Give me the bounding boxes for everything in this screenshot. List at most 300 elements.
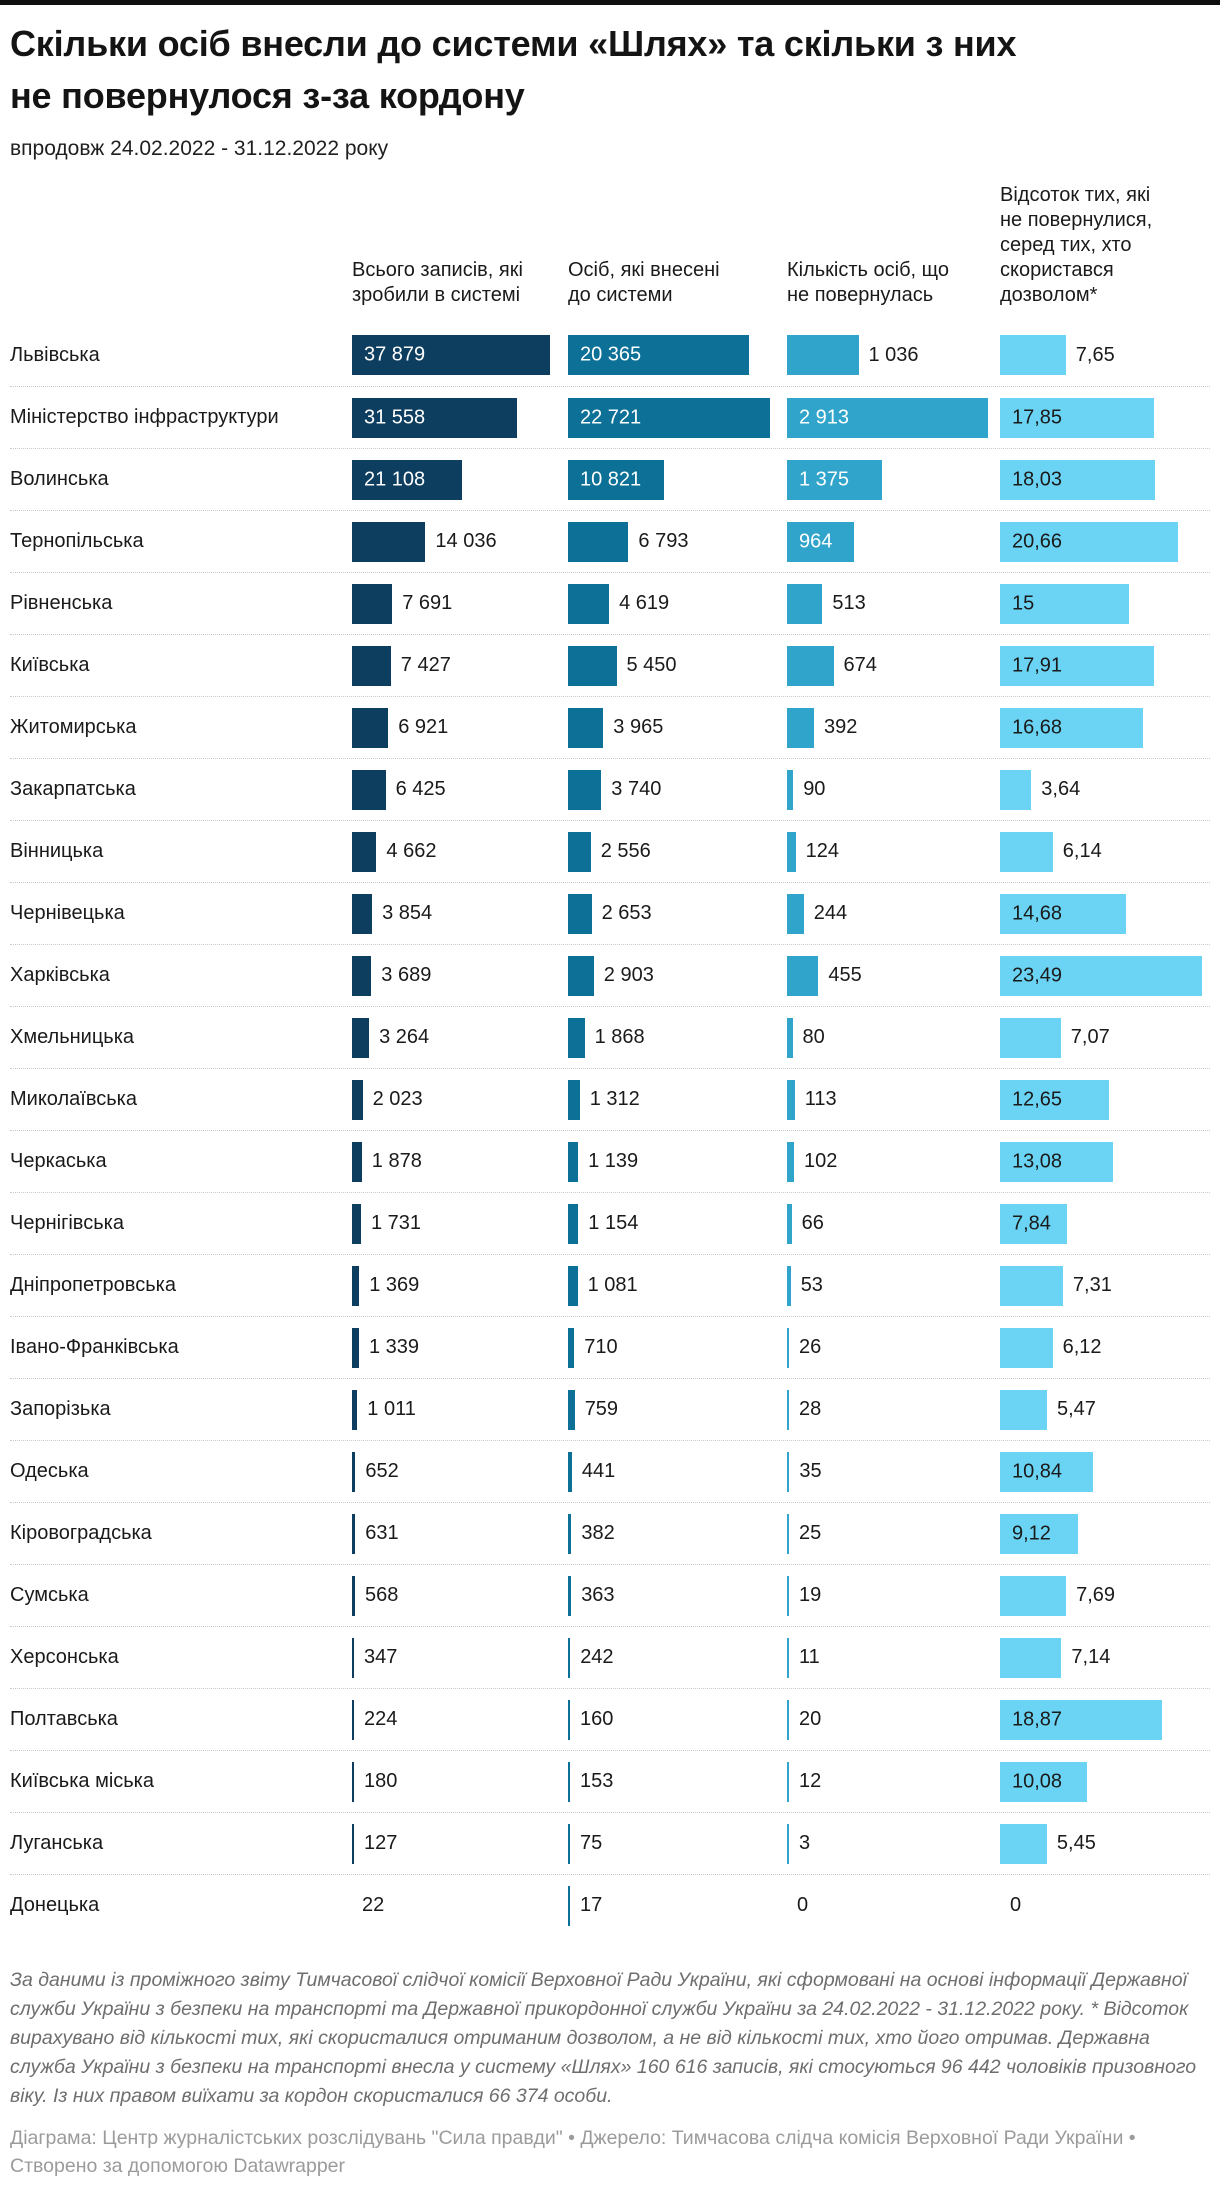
table-row: [10, 1626, 1210, 1688]
bar-value-col4: 7,14: [1071, 1646, 1111, 1668]
bar-value-col4: 0: [1010, 1894, 1022, 1916]
row-label: Чернігівська: [10, 1212, 124, 1234]
bar-value-col1: 7 691: [402, 592, 453, 614]
bar-col2: [568, 708, 603, 748]
bar-cell-col3: [787, 1266, 1000, 1306]
bar-col1: [352, 1762, 354, 1802]
bar-cell-col1: [352, 1638, 568, 1678]
bar-col3: [787, 1576, 789, 1616]
bar-cell-col4: [1000, 522, 1210, 562]
column-header-not-returned: Кількість осіб, що не повернулась: [787, 259, 950, 306]
bar-cell-col1: [352, 1328, 568, 1368]
bar-value-col2: 363: [581, 1584, 615, 1606]
bar-value-col2: 17: [580, 1894, 603, 1916]
bar-cell-col4: [1000, 1080, 1210, 1120]
bar-col1: [352, 1390, 357, 1430]
bar-value-col4: 10,08: [1012, 1770, 1063, 1792]
row-label: Запорізька: [10, 1398, 111, 1420]
row-label: Миколаївська: [10, 1088, 137, 1110]
bar-value-col1: 631: [365, 1522, 399, 1544]
bar-cell-col2: [568, 894, 787, 934]
bar-cell-col1: [352, 584, 568, 624]
bar-col3: [787, 1080, 795, 1120]
bar-value-col1: 347: [364, 1646, 398, 1668]
bar-col1: [352, 522, 425, 562]
bar-value-col2: 1 154: [588, 1212, 639, 1234]
bar-value-col4: 6,12: [1062, 1336, 1102, 1358]
bar-cell-col3: [787, 770, 1000, 810]
bar-cell-col2: [568, 1080, 787, 1120]
bar-col1: [352, 956, 371, 996]
bar-cell-col2: [568, 1018, 787, 1058]
bar-value-col3: 80: [802, 1026, 825, 1048]
bar-col2: [568, 522, 628, 562]
bar-value-col2: 22 721: [580, 406, 642, 428]
bar-value-col2: 153: [580, 1770, 614, 1792]
bar-value-col2: 3 965: [613, 716, 664, 738]
row-label: Закарпатська: [10, 778, 136, 800]
bar-cell-col4: [1000, 1514, 1210, 1554]
bar-value-col1: 568: [365, 1584, 399, 1606]
bar-value-col2: 242: [580, 1646, 614, 1668]
bar-cell-col3: [787, 1142, 1000, 1182]
bar-cell-col4: [1000, 708, 1210, 748]
bar-cell-col1: [352, 1266, 568, 1306]
bar-value-col3: 2 913: [799, 406, 850, 428]
bar-value-col2: 2 556: [600, 840, 651, 862]
bar-col3: [787, 770, 793, 810]
column-header-total-records: Всього записів, які зробили в системі: [352, 259, 523, 306]
bar-col3: [787, 1762, 789, 1802]
bar-col1: [352, 1576, 355, 1616]
bar-col3: [787, 832, 796, 872]
bar-value-col3: 392: [824, 716, 858, 738]
bar-value-col4: 10,84: [1012, 1460, 1063, 1482]
bar-col4: [1000, 1638, 1061, 1678]
chart-container: [0, 18, 1220, 2180]
bar-value-col1: 2 023: [372, 1088, 423, 1110]
bar-cell-col1: [352, 1762, 568, 1802]
bar-cell-col4: [1000, 398, 1210, 438]
bar-value-col4: 7,65: [1075, 343, 1115, 366]
bar-cell-col3: [787, 894, 1000, 934]
bar-col2: [568, 894, 592, 934]
row-label: Чернівецька: [10, 902, 125, 924]
bar-cell-col4: [1000, 832, 1210, 872]
bar-cell-col2: [568, 1452, 787, 1492]
bar-col3: [787, 1390, 789, 1430]
bar-cell-col3: [787, 1824, 1000, 1864]
column-header-percent: Відсоток тих, які не повернулися, серед тих, хто скористався дозволом*: [1000, 184, 1153, 306]
bar-col1: [352, 832, 376, 872]
row-label: Рівненська: [10, 592, 113, 614]
row-label: Харківська: [10, 964, 110, 986]
bar-col2: [568, 1390, 575, 1430]
bar-value-col3: 53: [800, 1274, 823, 1296]
table-row: [10, 1316, 1210, 1378]
chart-title: Скільки осіб внесли до системи «Шлях» та скільки з них не повернулося з-за кордону: [10, 23, 1017, 116]
bar-col1: [352, 646, 391, 686]
bar-cell-col3: [787, 460, 1000, 500]
bar-cell-col4: [1000, 1266, 1210, 1306]
row-label: Київська міська: [10, 1770, 154, 1792]
table-row: [10, 758, 1210, 820]
bar-cell-col2: [568, 1328, 787, 1368]
bar-col3: [787, 1142, 794, 1182]
bar-value-col1: 224: [364, 1708, 398, 1730]
bar-value-col4: 7,84: [1012, 1212, 1051, 1234]
bar-cell-col2: [568, 708, 787, 748]
bar-value-col4: 3,64: [1041, 778, 1081, 800]
bar-cell-col3: [787, 1638, 1000, 1678]
bar-cell-col1: [352, 1142, 568, 1182]
bar-cell-col1: [352, 894, 568, 934]
bar-cell-col1: [352, 1514, 568, 1554]
bar-value-col1: 22: [362, 1894, 385, 1916]
table-row: [10, 1006, 1210, 1068]
bar-value-col3: 25: [799, 1522, 822, 1544]
bar-col1: [352, 1638, 354, 1678]
bar-value-col1: 3 854: [382, 902, 433, 924]
bar-col3: [787, 1452, 789, 1492]
bar-col3: [787, 1638, 789, 1678]
bar-value-col2: 441: [581, 1460, 616, 1482]
bar-col2: [568, 1700, 570, 1740]
bar-col2: [568, 1762, 570, 1802]
bar-cell-col2: [568, 584, 787, 624]
bar-cell-col4: [1000, 1018, 1210, 1058]
row-label: Івано-Франківська: [10, 1336, 179, 1358]
bar-value-col1: 6 921: [398, 716, 449, 738]
bar-value-col4: 14,68: [1012, 902, 1063, 924]
bar-cell-col3: [787, 584, 1000, 624]
bar-value-col1: 3 264: [379, 1026, 430, 1048]
bar-value-col1: 127: [364, 1832, 398, 1854]
bar-cell-col3: [787, 1018, 1000, 1058]
bar-col2: [568, 1452, 572, 1492]
bar-col3: [787, 335, 859, 375]
bar-cell-col2: [568, 1638, 787, 1678]
bar-col2: [568, 584, 609, 624]
row-label: Донецька: [10, 1894, 100, 1916]
row-label: Кіровоградська: [10, 1522, 152, 1544]
bar-col1: [352, 1204, 361, 1244]
row-label: Київська: [10, 654, 90, 676]
bar-value-col2: 759: [584, 1398, 619, 1420]
column-header-persons-entered: Осіб, які внесені до системи: [568, 259, 720, 306]
bar-cell-col3: [787, 1390, 1000, 1430]
bar-cell-col1: [352, 770, 568, 810]
bar-value-col2: 2 653: [601, 902, 652, 924]
bar-col4: [1000, 770, 1031, 810]
bar-col1: [352, 1514, 355, 1554]
bar-cell-col4: [1000, 894, 1210, 934]
table-row: [10, 1192, 1210, 1254]
bar-col4: [1000, 335, 1066, 375]
bar-value-col3: 90: [803, 778, 826, 800]
bar-col2: [568, 1824, 570, 1864]
table-row: [10, 1378, 1210, 1440]
bar-cell-col2: [568, 1824, 787, 1864]
bar-col1: [352, 1142, 362, 1182]
bar-value-col2: 4 619: [619, 592, 670, 614]
bar-value-col1: 180: [364, 1770, 398, 1792]
bar-value-col3: 26: [799, 1336, 822, 1358]
bar-value-col3: 3: [799, 1832, 811, 1854]
bar-cell-col4: [1000, 335, 1210, 375]
bar-cell-col4: [1000, 1886, 1210, 1926]
bar-value-col2: 382: [581, 1522, 615, 1544]
bar-cell-col1: [352, 646, 568, 686]
bar-value-col2: 160: [580, 1708, 614, 1730]
bar-col4: [1000, 1576, 1066, 1616]
column-headers-row: [10, 183, 1210, 324]
bar-col2: [568, 1142, 578, 1182]
bar-value-col4: 5,47: [1057, 1398, 1096, 1420]
bar-value-col2: 1 081: [587, 1274, 638, 1296]
bar-value-col1: 6 425: [395, 778, 446, 800]
bar-value-col2: 3 740: [611, 778, 662, 800]
table-row: [10, 1564, 1210, 1626]
bar-value-col3: 674: [843, 654, 877, 676]
bar-cell-col2: [568, 1266, 787, 1306]
bar-cell-col2: [568, 1700, 787, 1740]
bar-cell-col1: [352, 398, 568, 438]
bar-cell-col4: [1000, 1452, 1210, 1492]
bar-col1: [352, 1328, 359, 1368]
bar-value-col3: 12: [799, 1770, 822, 1792]
bar-value-col2: 1 868: [594, 1026, 645, 1048]
bar-cell-col3: [787, 956, 1000, 996]
bar-cell-col2: [568, 522, 787, 562]
bar-cell-col3: [787, 335, 1000, 375]
bar-col3: [787, 1204, 792, 1244]
bar-cell-col1: [352, 1080, 568, 1120]
bar-col2: [568, 1514, 571, 1554]
table-row: [10, 1440, 1210, 1502]
table-row: [10, 448, 1210, 510]
bar-value-col3: 20: [799, 1708, 822, 1730]
bar-value-col2: 10 821: [580, 468, 642, 490]
bar-value-col1: 31 558: [364, 406, 426, 428]
top-border-rule: [0, 0, 1220, 5]
bar-cell-col4: [1000, 956, 1210, 996]
bar-cell-col2: [568, 335, 787, 375]
bar-cell-col3: [787, 646, 1000, 686]
bar-col1: [352, 1018, 369, 1058]
bar-cell-col1: [352, 832, 568, 872]
bar-col4: [1000, 1390, 1047, 1430]
bar-col1: [352, 1452, 355, 1492]
bar-col1: [352, 1824, 354, 1864]
bar-value-col2: 20 365: [580, 343, 642, 366]
table-row: [10, 1812, 1210, 1874]
bar-col4: [1000, 1328, 1053, 1368]
bar-cell-col1: [352, 1204, 568, 1244]
bar-value-col1: 1 339: [369, 1336, 420, 1358]
bar-value-col4: 18,03: [1012, 468, 1063, 490]
bar-value-col4: 17,91: [1012, 654, 1063, 676]
bar-value-col2: 6 793: [638, 530, 689, 552]
bar-cell-col2: [568, 1390, 787, 1430]
table-row: [10, 510, 1210, 572]
bar-rows: [10, 324, 1210, 1936]
bar-value-col4: 20,66: [1012, 530, 1063, 552]
bar-value-col1: 4 662: [386, 840, 437, 862]
table-row: [10, 1750, 1210, 1812]
bar-col2: [568, 1576, 571, 1616]
bar-cell-col2: [568, 1514, 787, 1554]
row-label: Міністерство інфраструктури: [10, 406, 279, 428]
table-row: [10, 1874, 1210, 1936]
bar-cell-col3: [787, 832, 1000, 872]
bar-value-col1: 37 879: [364, 343, 426, 366]
bar-col3: [787, 956, 818, 996]
row-label: Вінницька: [10, 840, 104, 862]
bar-col1: [352, 708, 388, 748]
bar-cell-col2: [568, 460, 787, 500]
table-row: [10, 386, 1210, 448]
bar-value-col3: 513: [832, 592, 866, 614]
bar-value-col3: 964: [799, 530, 833, 552]
table-row: [10, 820, 1210, 882]
bar-col1: [352, 1266, 359, 1306]
table-row: [10, 882, 1210, 944]
bar-col2: [568, 832, 591, 872]
bar-value-col4: 16,68: [1012, 716, 1063, 738]
bar-cell-col2: [568, 398, 787, 438]
table-row: [10, 1130, 1210, 1192]
bar-value-col4: 9,12: [1012, 1522, 1051, 1544]
bar-col3: [787, 584, 822, 624]
row-label: Полтавська: [10, 1708, 118, 1730]
row-label: Херсонська: [10, 1646, 119, 1668]
bar-value-col3: 11: [799, 1646, 820, 1668]
bar-value-col3: 102: [804, 1150, 838, 1172]
row-label: Сумська: [10, 1584, 89, 1606]
bar-value-col3: 244: [813, 902, 848, 924]
bar-cell-col3: [787, 1204, 1000, 1244]
table-row: [10, 634, 1210, 696]
bar-cell-col2: [568, 1142, 787, 1182]
bar-cell-col3: [787, 522, 1000, 562]
bar-cell-col1: [352, 1576, 568, 1616]
bar-value-col3: 28: [799, 1398, 822, 1420]
bar-value-col3: 1 375: [799, 468, 850, 490]
bar-col4: [1000, 832, 1053, 872]
bar-col3: [787, 708, 814, 748]
row-label: Луганська: [10, 1832, 104, 1854]
bar-value-col3: 0: [797, 1894, 809, 1916]
bar-value-col4: 6,14: [1062, 840, 1102, 862]
bar-cell-col3: [787, 1700, 1000, 1740]
bar-cell-col1: [352, 1390, 568, 1430]
row-label: Черкаська: [10, 1150, 107, 1172]
bar-col3: [787, 1018, 793, 1058]
credit-byline: Діаграма: Центр журналістських розслідувань "Сила правди" • Джерело: Тимчасова слідча комісія Верховної Ради України • Створено за допомогою Datawrapper: [10, 2127, 1136, 2177]
bar-value-col4: 15: [1012, 592, 1035, 614]
bar-value-col4: 12,65: [1012, 1088, 1063, 1110]
bar-col2: [568, 1204, 578, 1244]
bar-col3: [787, 1824, 789, 1864]
bar-cell-col4: [1000, 1204, 1210, 1244]
bar-col2: [568, 1080, 580, 1120]
bar-col2: [568, 646, 617, 686]
bar-col2: [568, 1328, 574, 1368]
bar-cell-col3: [787, 1886, 1000, 1926]
bar-cell-col3: [787, 1328, 1000, 1368]
bar-col1: [352, 584, 392, 624]
bar-col1: [352, 770, 386, 810]
footnote: За даними із проміжного звіту Тимчасової слідчої комісії Верховної Ради України, які сформовані на основі інформації Державної служби України з безпеки на транспорті та Державної прикордонної служби України за 24.02.2022 - 31.12.2022 року. * Відсоток вирахувано від кількості тих, які скористалися отриманим дозволом, а не від кількості тих, хто його отримав. Державна служба України з безпеки на транспорті внесла у систему «Шлях» 160 616 записів, які стосуються 96 442 чоловіків призовного віку. Із них правом виїхати за кордон скористалися 66 374 особи.: [10, 1969, 1197, 2107]
bar-value-col2: 75: [580, 1832, 603, 1854]
bar-value-col2: 1 139: [588, 1150, 639, 1172]
bar-cell-col2: [568, 646, 787, 686]
bar-value-col4: 23,49: [1012, 964, 1063, 986]
bar-cell-col1: [352, 1700, 568, 1740]
bar-cell-col3: [787, 1452, 1000, 1492]
bar-cell-col2: [568, 1576, 787, 1616]
bar-value-col1: 1 369: [369, 1274, 420, 1296]
bar-col1: [352, 1080, 363, 1120]
bar-cell-col4: [1000, 1142, 1210, 1182]
bar-value-col4: 7,69: [1076, 1584, 1116, 1606]
bar-cell-col1: [352, 1824, 568, 1864]
bar-col3: [787, 1266, 791, 1306]
bar-cell-col1: [352, 335, 568, 375]
bar-col4: [1000, 1266, 1063, 1306]
row-label: Одеська: [10, 1460, 89, 1482]
bar-cell-col1: [352, 1452, 568, 1492]
bar-col1: [352, 894, 372, 934]
row-label: Дніпропетровська: [10, 1274, 176, 1296]
bar-cell-col3: [787, 1080, 1000, 1120]
bar-cell-col1: [352, 460, 568, 500]
bar-cell-col4: [1000, 1638, 1210, 1678]
bar-cell-col4: [1000, 460, 1210, 500]
bar-value-col4: 7,07: [1070, 1026, 1110, 1048]
bar-value-col1: 1 878: [371, 1150, 422, 1172]
bar-value-col1: 1 011: [367, 1398, 416, 1420]
bar-value-col1: 1 731: [371, 1212, 422, 1234]
bar-col4: [1000, 1018, 1061, 1058]
bar-value-col3: 66: [801, 1212, 824, 1234]
bar-col2: [568, 770, 601, 810]
bar-value-col4: 7,31: [1072, 1274, 1112, 1296]
bar-cell-col4: [1000, 1762, 1210, 1802]
bar-col2: [568, 1266, 578, 1306]
bar-value-col2: 2 903: [603, 964, 654, 986]
table-row: [10, 1068, 1210, 1130]
bar-value-col2: 1 312: [589, 1088, 640, 1110]
bar-col1: [352, 1700, 354, 1740]
bar-cell-col2: [568, 1204, 787, 1244]
bar-cell-col2: [568, 832, 787, 872]
bar-col4: [1000, 1824, 1047, 1864]
bar-cell-col4: [1000, 770, 1210, 810]
bar-cell-col3: [787, 1762, 1000, 1802]
bar-cell-col4: [1000, 1700, 1210, 1740]
chart-subtitle: впродовж 24.02.2022 - 31.12.2022 року: [10, 137, 389, 160]
row-label: Тернопільська: [10, 530, 144, 552]
bar-col2: [568, 956, 594, 996]
bar-col2: [568, 1638, 570, 1678]
row-label: Житомирська: [10, 716, 137, 738]
bar-cell-col1: [352, 956, 568, 996]
bar-value-col1: 7 427: [400, 654, 451, 676]
bar-value-col4: 17,85: [1012, 406, 1063, 428]
bar-value-col3: 19: [799, 1584, 822, 1606]
